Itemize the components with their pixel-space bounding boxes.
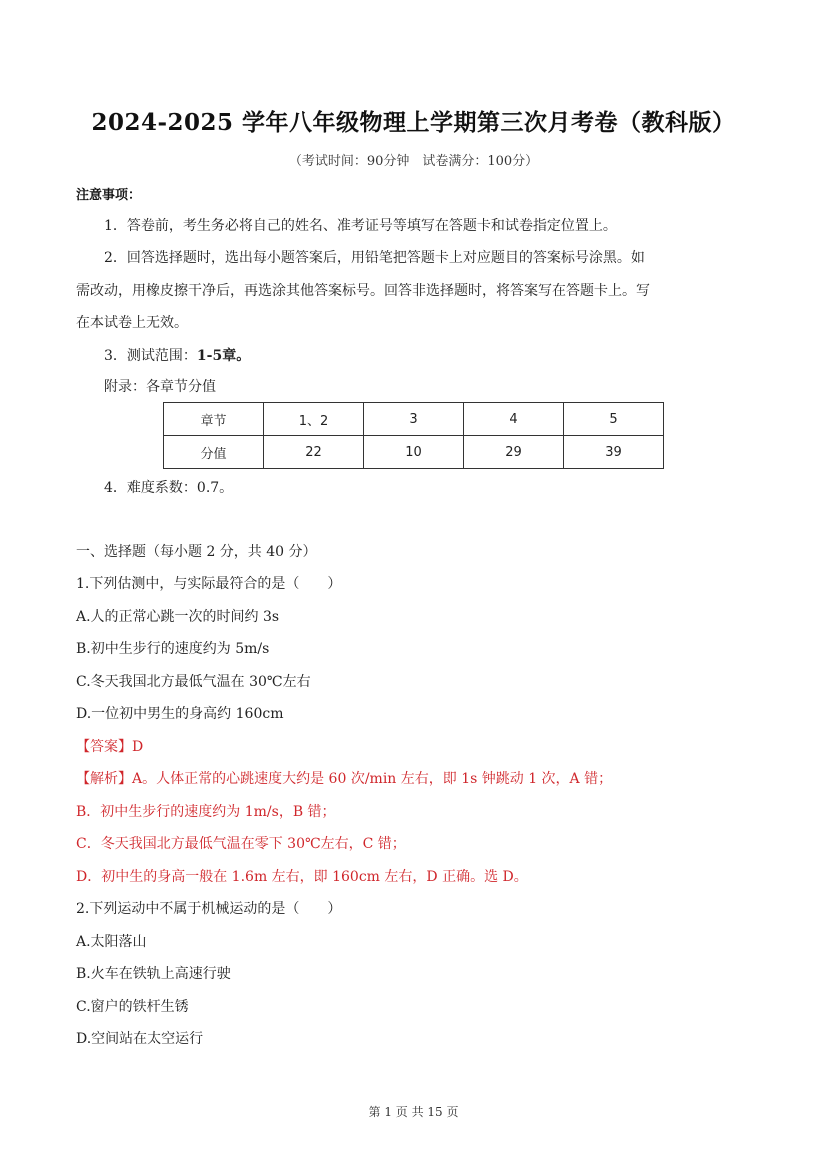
notice-item-3-value: 1-5章。 (196, 348, 251, 364)
section-heading: 一、选择题（每小题 2 分，共 40 分） (76, 544, 317, 560)
table-cell: 22 (264, 436, 364, 469)
table-cell: 分值 (164, 436, 264, 469)
table-cell: 29 (464, 436, 564, 469)
question-1-option-c: C.冬天我国北方最低气温在 30℃左右 (76, 674, 311, 690)
notice-item-2-line-1: 2．回答选择题时，选出每小题答案后，用铅笔把答题卡上对应题目的答案标号涂黑。如 (104, 250, 645, 266)
table-row (164, 436, 664, 469)
table-cell: 5 (564, 403, 664, 436)
notice-item-1: 1．答卷前，考生务必将自己的姓名、准考证号等填写在答题卡和试卷指定位置上。 (104, 218, 617, 234)
analysis-line-a (76, 768, 612, 788)
table-cell: 10 (364, 436, 464, 469)
analysis-line-c: C．冬天我国北方最低气温在零下 30℃左右，C 错； (76, 836, 406, 852)
answer-line (76, 736, 143, 756)
table-cell: 39 (564, 436, 664, 469)
chapter-score-table (163, 402, 664, 469)
notice-item-3 (104, 345, 250, 365)
notice-item-3-label: 3．测试范围： (104, 348, 197, 364)
table-cell: 4 (464, 403, 564, 436)
analysis-line-d: D．初中生的身高一般在 1.6m 左右，即 160cm 左右，D 正确。选 D。 (76, 869, 528, 885)
exam-info: （考试时间：90分钟 试卷满分：100分） (288, 154, 539, 169)
analysis-text-a: A。人体正常的心跳速度大约是 60 次/min 左右，即 1s 钟跳动 1 次，A 错； (132, 771, 613, 787)
notice-heading: 注意事项： (76, 188, 142, 203)
table-cell: 章节 (164, 403, 264, 436)
notice-item-2-line-3: 在本试卷上无效。 (76, 315, 188, 331)
question-1-option-d: D.一位初中男生的身高约 160cm (76, 706, 284, 722)
table-cell: 1、2 (264, 403, 364, 436)
notice-item-4: 4．难度系数：0.7。 (104, 480, 234, 496)
table-cell: 3 (364, 403, 464, 436)
notice-item-2-line-2: 需改动，用橡皮擦干净后，再选涂其他答案标号。回答非选择题时，将答案写在答题卡上。写 (76, 283, 650, 299)
analysis-line-b: B．初中生步行的速度约为 1m/s，B 错； (76, 804, 336, 820)
question-2-option-b: B.火车在铁轨上高速行驶 (76, 966, 231, 982)
analysis-label: 【解析】 (76, 771, 132, 787)
question-2-option-c: C.窗户的铁杆生锈 (76, 999, 189, 1015)
page-title: 2024-2025 学年八年级物理上学期第三次月考卷（教科版） (91, 109, 736, 136)
page-number: 第 1 页 共 15 页 (368, 1105, 459, 1119)
question-1-option-a: A.人的正常心跳一次的时间约 3s (76, 609, 280, 625)
question-2-stem: 2.下列运动中不属于机械运动的是（ ） (76, 901, 342, 917)
question-2-option-a: A.太阳落山 (76, 934, 147, 950)
table-row (164, 403, 664, 436)
appendix-label: 附录：各章节分值 (104, 379, 216, 395)
answer-label: 【答案】 (76, 739, 132, 755)
question-1-option-b: B.初中生步行的速度约为 5m/s (76, 641, 270, 657)
question-1-stem: 1.下列估测中，与实际最符合的是（ ） (76, 576, 342, 592)
question-2-option-d: D.空间站在太空运行 (76, 1031, 204, 1047)
answer-value: D (132, 739, 144, 755)
